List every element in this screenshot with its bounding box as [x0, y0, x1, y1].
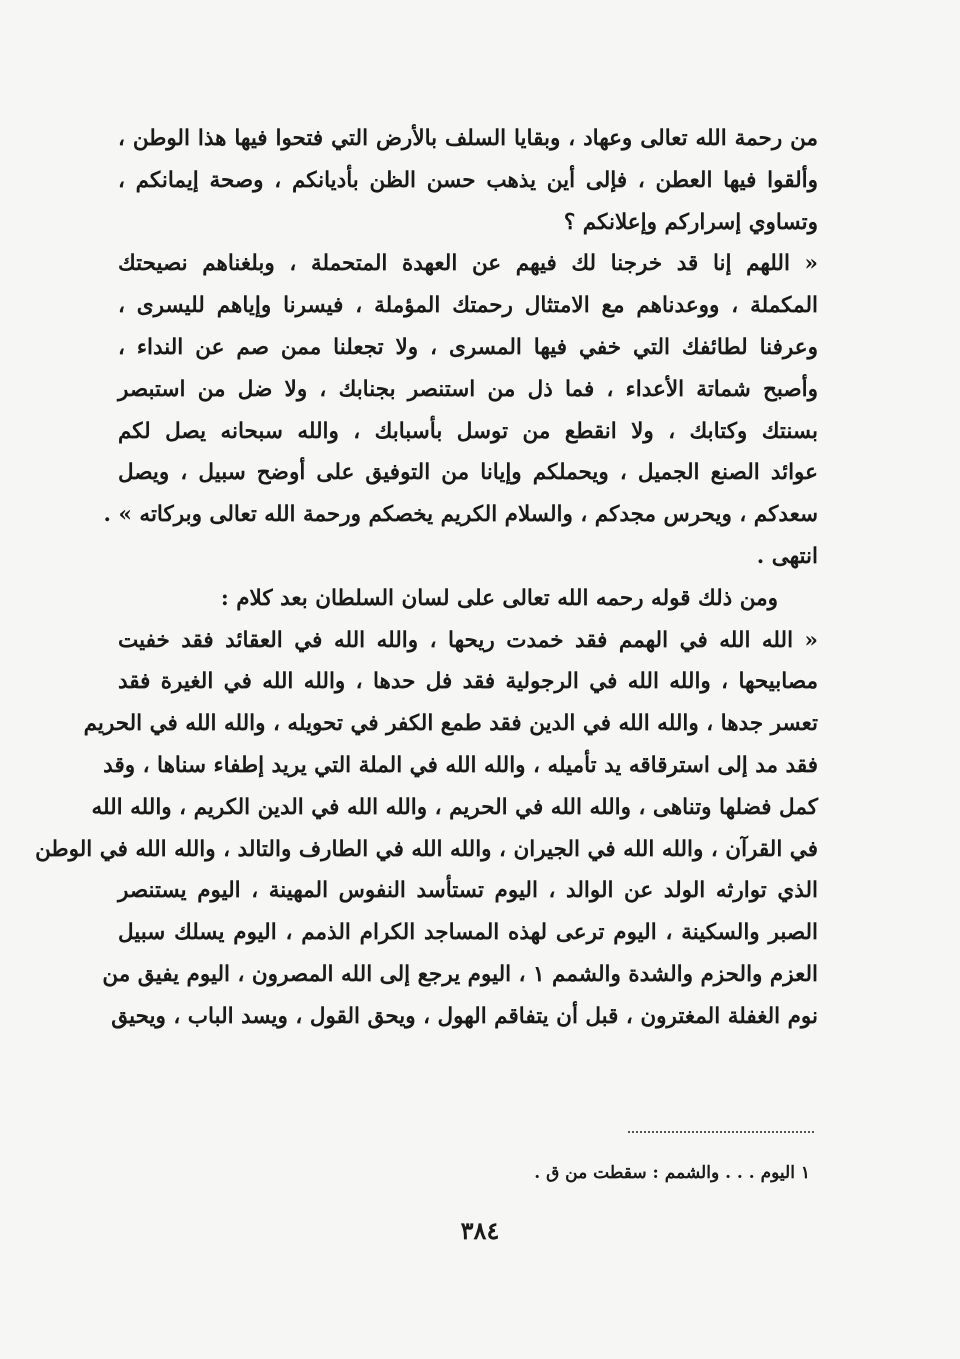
footnote-separator	[628, 1131, 814, 1133]
text-line: « اللهم إنا قد خرجنا لك فيهم عن العهدة المتحملة ، وبلغناهم نصيحتك	[118, 251, 818, 277]
text-line: المكملة ، ووعدناهم مع الامتثال رحمتك المؤملة ، فيسرنا وإياهم لليسرى ،	[118, 293, 818, 319]
text-line: وعرفنا لطائفك التي خفي فيها المسرى ، ولا تجعلنا ممن صم عن النداء ،	[118, 334, 818, 360]
text-line: فقد مد إلى استرقاقه يد تأميله ، والله الله في الملة التي يريد إطفاء سناها ، وقد	[103, 752, 818, 778]
footnote: ١ اليوم . . . والشمم : سقطت من ق .	[534, 1163, 810, 1183]
text-line: مصابيحها ، والله الله في الرجولية فقد فل حدها ، والله الله في الغيرة فقد	[118, 669, 818, 695]
body-text	[35, 118, 818, 1038]
text-line: تعسر جدها ، والله الله في الدين فقد طمع الكفر في تحويله ، والله الله في الحريم	[83, 711, 818, 737]
text-line: عوائد الصنع الجميل ، ويحملكم وإيانا من التوفيق على أوضح سبيل ، ويصل	[118, 460, 818, 486]
text-line: « الله الله في الهمم فقد خمدت ريحها ، والله الله في العقائد فقد خفيت	[118, 627, 818, 653]
text-line: في القرآن ، والله الله في الجيران ، والله الله في الطارف والتالد ، والله الله في الوطن	[35, 836, 818, 862]
text-line: انتهى .	[756, 543, 818, 569]
text-line: نوم الغفلة المغترون ، قبل أن يتفاقم الهول ، ويحق القول ، ويسد الباب ، ويحيق	[111, 1003, 818, 1029]
text-line: وتساوي إسراركم وإعلانكم ؟	[563, 209, 818, 235]
text-line: من رحمة الله تعالى وعهاد ، وبقايا السلف بالأرض التي فتحوا فيها هذا الوطن ،	[118, 126, 818, 151]
text-line: العزم والحزم والشدة والشمم ١ ، اليوم يرجع إلى الله المصرون ، اليوم يفيق من	[102, 961, 818, 987]
text-line: الصبر والسكينة ، اليوم ترعى لهذه المساجد الكرام الذمم ، اليوم يسلك سبيل	[118, 920, 818, 946]
text-line: وأصبح شماتة الأعداء ، فما ذل من استنصر بجنابك ، ولا ضل من استبصر	[118, 376, 818, 402]
text-line: سعدكم ، ويحرس مجدكم ، والسلام الكريم يخصكم ورحمة الله تعالى وبركاته » .	[103, 502, 818, 528]
text-line: كمل فضلها وتناهى ، والله الله في الحريم ، والله الله في الدين الكريم ، والله الله	[91, 794, 818, 820]
text-line: وألقوا فيها العطن ، فإلى أين يذهب حسن الظن بأديانكم ، وصحة إيمانكم ،	[118, 167, 818, 193]
text-line: ومن ذلك قوله رحمه الله تعالى على لسان السلطان بعد كلام :	[220, 585, 778, 611]
page-number: ٣٨٤	[460, 1216, 500, 1245]
text-line: بسنتك وكتابك ، ولا انقطع من توسل بأسبابك ، والله سبحانه يصل لكم	[118, 418, 818, 444]
text-line: الذي توارثه الولد عن الوالد ، اليوم تستأسد النفوس المهينة ، اليوم يستنصر	[118, 878, 818, 904]
